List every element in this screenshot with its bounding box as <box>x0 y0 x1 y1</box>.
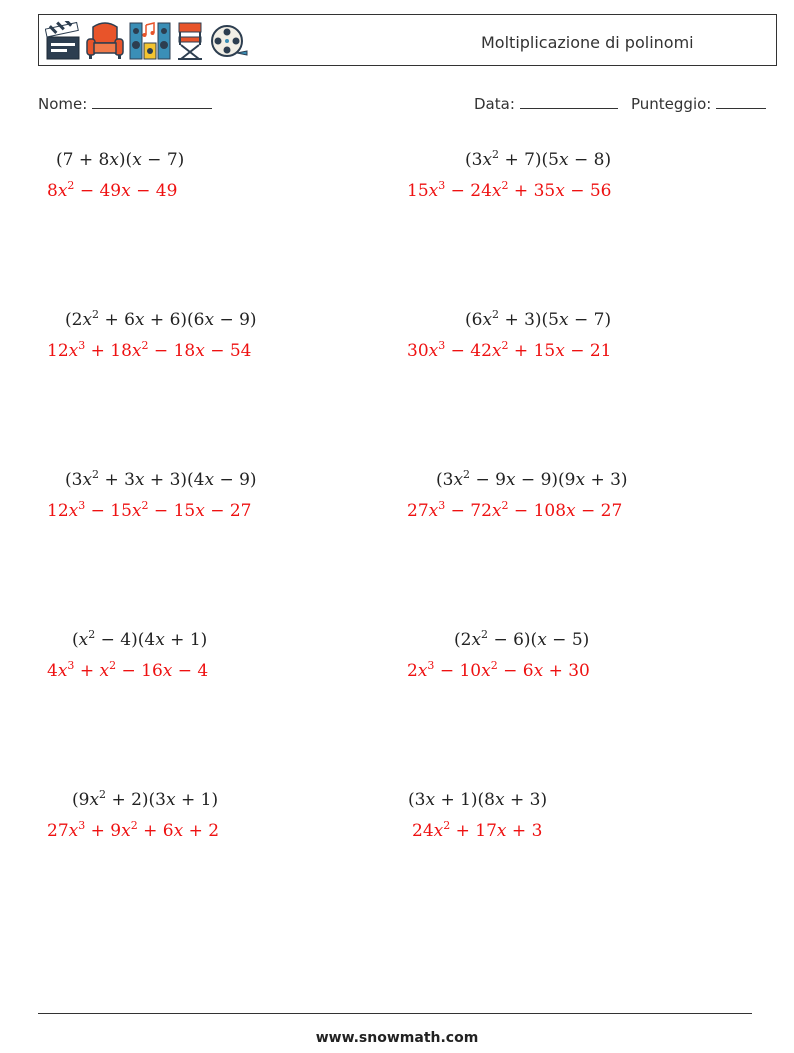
film-reel-icon <box>209 21 249 61</box>
date-field <box>474 94 618 113</box>
footer-url[interactable]: www.snowmath.com <box>315 1030 479 1046</box>
score-label: Punteggio: <box>631 95 712 113</box>
problem-question: (7 + 8x)(x − 7) <box>56 150 185 170</box>
footer-divider <box>38 1013 752 1014</box>
problem-question: $(3x^2 - 9x - 9)(9x + 3)$ <box>436 468 628 490</box>
problem-question: (3x + 1)(8x + 3) <box>408 790 548 810</box>
problem-answer: $27x^3 + 9x^2 + 6x + 2$ <box>47 819 220 841</box>
problem-answer: $12x^3 - 15x^2 - 15x - 27$ <box>47 499 252 521</box>
speakers-icon <box>129 21 171 61</box>
problem-answer: $24x^2 + 17x + 3$ <box>412 819 543 841</box>
problem-answer: $4x^3 + x^2 - 16x - 4$ <box>47 659 209 681</box>
score-blank[interactable] <box>716 94 766 109</box>
problem-answer: $15x^3 - 24x^2 + 35x - 56$ <box>407 179 612 201</box>
worksheet-header <box>38 14 777 66</box>
score-field <box>631 94 766 113</box>
date-label: Data: <box>474 95 515 113</box>
problem-question: $(6x^2 + 3)(5x - 7)$ <box>465 308 612 330</box>
header-icons <box>45 19 249 63</box>
problem-answer: $27x^3 - 72x^2 - 108x - 27$ <box>407 499 623 521</box>
name-field <box>38 94 212 113</box>
problem-answer: $12x^3 + 18x^2 - 18x - 54$ <box>47 339 252 361</box>
armchair-icon <box>85 21 125 61</box>
problem-question: $(2x^2 - 6)(x - 5)$ <box>454 628 590 650</box>
problem-question: $(3x^2 + 7)(5x - 8)$ <box>465 148 612 170</box>
problem-question: $(9x^2 + 2)(3x + 1)$ <box>72 788 219 810</box>
name-label: Nome: <box>38 95 88 113</box>
name-blank[interactable] <box>92 94 212 109</box>
directors-chair-icon <box>175 21 205 61</box>
clapperboard-icon <box>45 21 81 61</box>
problem-question: $(x^2 - 4)(4x + 1)$ <box>72 628 208 650</box>
problem-question: $(2x^2 + 6x + 6)(6x - 9)$ <box>65 308 257 330</box>
problem-answer: $30x^3 - 42x^2 + 15x - 21$ <box>407 339 612 361</box>
problem-question: $(3x^2 + 3x + 3)(4x - 9)$ <box>65 468 257 490</box>
worksheet-title: Moltiplicazione di polinomi <box>481 33 694 52</box>
problem-answer: $2x^3 - 10x^2 - 6x + 30$ <box>407 659 590 681</box>
date-blank[interactable] <box>520 94 618 109</box>
problem-answer: $8x^2 - 49x - 49$ <box>47 179 178 201</box>
